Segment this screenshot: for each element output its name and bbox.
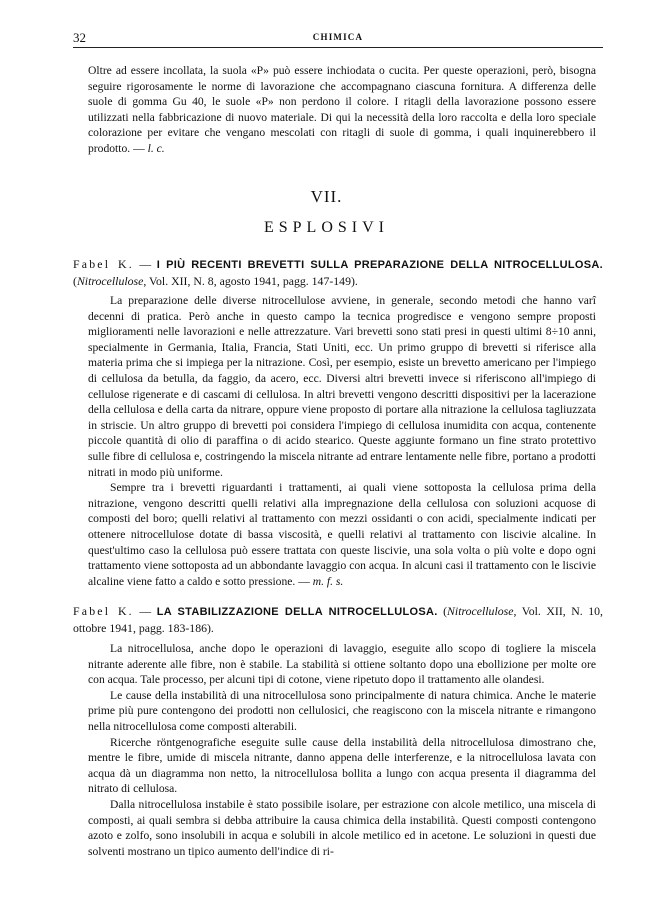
article-2-heading: Fabel K. — LA STABILIZZAZIONE DELLA NITROCELLULOSA. (Nitrocellulose, Vol. XII, N. 10, ottobre 1941, pagg. 183-186). [73, 604, 603, 635]
article-2-paragraph: Ricerche röntgenografiche eseguite sulle cause della instabilità della nitrocellulosa dimostrano che, mentre le fibre, umide di miscela nitrante, danno appena delle interferenze, e la nitrocellulosa lavata con acqua dà un diagramma non netto, la nitrocellulosa bollita a lungo con acqua presenta il diagramma del nitrato di cellulosa. [88, 735, 596, 796]
page-header [73, 30, 603, 46]
article-2-journal: Nitrocellulose [447, 604, 514, 618]
article-2-paragraph: Le cause della instabilità di una nitrocellulosa sono principalmente di natura chimica. Anche le materie prime più pure contengono dei prodotti non cellulosici, che reagiscono con la miscela nitrante e rimangono nella nitrocellulosa come composti alterabili. [88, 688, 596, 733]
header-rule [73, 47, 603, 48]
section-title: ESPLOSIVI [263, 219, 389, 236]
article-2-author: Fabel K. [73, 604, 134, 618]
intro-block [88, 63, 596, 157]
article-1-author: Fabel K. [73, 257, 134, 271]
page-number: 32 [73, 30, 86, 45]
article-2-citation: , Vol. XII, N. 10, ottobre 1941, pagg. 183-186). [73, 604, 603, 635]
article-1-journal: Nitrocellulose [76, 273, 144, 288]
article-1-paragraph: La preparazione delle diverse nitrocellulose avviene, in generale, secondo metodi che hanno varî decenni di pratica. Però anche in questo campo la tecnica progredisce e vengono sempre proposti miglioramenti nelle lavorazioni e nelle attrezzature. Vari brevetti sono stati presi in questi ultimi 8÷10 anni, specialmente in Germania, Italia, Francia, Stati Uniti, ecc. Un primo gruppo di brevetti si riferisce alla materia prima che si impiega per la nitrazione. Così, per esempio, esiste un brevetto americano per l'impiego di cellulosa da betulla, da faggio, da acero, ecc. Diversi altri brevetti invece si riferiscono all'impiego di cellulose rigenerate e di cascami di cellulosa. In altri brevetti vengono descritti dispositivi per la lacerazione della cellulosa e della carta da nitrare, oppure viene proposto di portare alla nitrazione la cellulosa tagliuzzata in striscie. Un altro gruppo di brevetti poi considera l'impiego di cellulosa inumidita con acqua, contenente piccole quantità di olio di paraffina o di acido stearico. Queste aggiunte formano un fine strato protettivo sulle fibre di cellulosa e, costringendo la miscela nitrante ad entrare lentamente nelle fibre, portano a prodotti nitrati in modo più uniforme. [88, 294, 596, 479]
article-1-body [88, 293, 596, 589]
article-2-paragraph: La nitrocellulosa, anche dopo le operazioni di lavaggio, eseguite allo scopo di togliere la miscela nitrante aderente alle fibre, non è stabile. La stabilità si ottiene soltanto dopo una ebollizione per molte ore con acqua. Tale processo, per alcuni tipi di cotone, viene ripetuto dopo il trattamento alle olandesi. [88, 642, 596, 687]
article-2-body [88, 641, 596, 859]
article-1-paragraph: Sempre tra i brevetti riguardanti i trattamenti, ai quali viene sottoposta la cellulosa prima della nitrazione, vengono descritti quelli relativi alla impregnazione della cellulosa con soluzioni acquose di composti del boro; quelli relativi al trattamento con mezzi ossidanti o con acidi, specialmente indicati per ottenere nitrocellulose dotate di bassa viscosità, e quelli relativi al trattamento con lisciviе alcaline. In quest'ultimo caso la cellulosa può essere trattata con queste lisciviе, una sola volta o più volte e dopo ogni trattamento viene sottoposta ad un abbondante lavaggio con acqua. In alcuni casi il trattamento con le lisciviе alcaline viene fatto a caldo e sotto pressione. — m. f. s. [88, 481, 596, 588]
article-1-signature: m. f. s. [312, 574, 344, 588]
article-1-citation: , Vol. XII, N. 8, agosto 1941, pagg. 147-149). [143, 273, 358, 288]
intro-paragraph: Oltre ad essere incollata, la suola «P» può essere inchiodata o cucita. Per queste operazioni, però, bisogna seguire rigorosamente le norme di lavorazione che accompagnano ciascuna fornitura. A differenza delle suole di gomma Gu 40, le suole «P» non perdono il colore. I ritagli della lavorazione possono essere utilizzati nella fabbricazione di nuovo materiale. Di qui la necessità della loro raccolta e della loro speciale colorazione per evitare che vengano mescolati con ritagli di suole di gomma, i quali inquinerebbero il prodotto. — l. c. [88, 64, 596, 155]
article-1-heading: Fabel K. — I PIÙ RECENTI BREVETTI SULLA PREPARAZIONE DELLA NITROCELLULOSA. (Nitrocellulose, Vol. XII, N. 8, agosto 1941, pagg. 147-149). [73, 257, 603, 288]
article-2-paragraph: Dalla nitrocellulosa instabile è stato possibile isolare, per estrazione con alcole metilico, una miscela di composti, ai quali sembra si debba attribuire la causa chimica della instabilità. Questi composti contengono azoto e zolfo, sono insolubili in acqua e solubili in alcole metilico ed in acetone. Le soluzioni in questi due solventi mostrano un tipico aumento dell'indice di ri- [88, 797, 596, 858]
article-1-title: I PIÙ RECENTI BREVETTI SULLA PREPARAZIONE DELLA NITROCELLULOSA. [156, 259, 603, 271]
article-2-title: LA STABILIZZAZIONE DELLA NITROCELLULOSA. [156, 606, 438, 618]
running-title: CHIMICA [312, 32, 364, 42]
intro-signature: l. c. [147, 141, 165, 155]
section-number: VII. [310, 187, 343, 206]
